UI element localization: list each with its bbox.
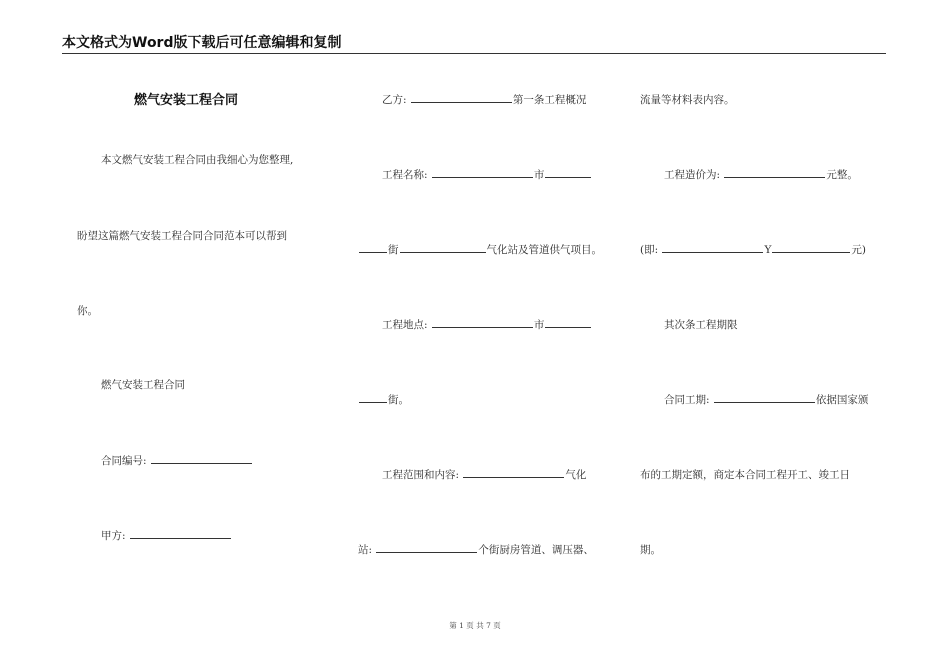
rmb-amount-blank: [772, 243, 850, 253]
materials-line: 流量等材料表内容。: [640, 94, 735, 106]
page-footer: [0, 621, 950, 631]
rmb-open: (即:: [640, 244, 659, 256]
header-text: 本文格式为Word版下载后可任意编辑和复制: [62, 35, 342, 51]
station-label: 站:: [358, 544, 373, 556]
cost-label: 工程造价为:: [664, 169, 721, 181]
location-label: 工程地点:: [382, 319, 428, 331]
article-2-heading: 其次条工程期限: [664, 319, 738, 331]
cost-blank: [724, 168, 825, 178]
article-1-heading: 第一条工程概况: [512, 94, 587, 106]
according-text: 依据国家颁: [815, 394, 869, 406]
page-number: 第 1 页 共 7 页: [449, 621, 501, 630]
station-name-blank: [400, 243, 486, 253]
party-a-blank: [130, 529, 231, 539]
intro-line-1: 本文燃气安装工程合同由我细心为您整理,: [101, 154, 294, 166]
street-blank: [359, 243, 387, 253]
scope-blank: [463, 468, 564, 478]
cost-row: [664, 168, 858, 182]
party-b-row: [382, 93, 586, 107]
city-label: 市: [533, 169, 545, 181]
duration-row: [664, 393, 868, 407]
project-name-label: 工程名称:: [382, 169, 428, 181]
street-end-text: 街。: [388, 394, 409, 406]
norm-line: 布的工期定额，商定本合同工程开工、竣工日: [640, 469, 850, 481]
intro-line-2: 盼望这篇燃气安装工程合同合同范本可以帮到: [77, 230, 287, 242]
project-name-row: [382, 168, 592, 182]
period-end-line: 期。: [640, 544, 661, 556]
location-blank: [432, 318, 533, 328]
yuan-close: 元): [851, 244, 867, 256]
yuan-full-text: 元整。: [826, 169, 858, 181]
contract-number-row: [101, 454, 253, 468]
yen-symbol: Y: [764, 244, 772, 256]
document-header: [62, 34, 886, 54]
station-blank: [376, 543, 477, 553]
party-b-label: 乙方:: [382, 94, 407, 106]
contract-number-label: 合同编号:: [101, 455, 147, 467]
location-city-blank: [545, 318, 591, 328]
location-city-label: 市: [533, 319, 545, 331]
gasify-text: 气化: [565, 469, 587, 481]
document-title: 燃气安装工程合同: [134, 93, 239, 108]
party-b-blank: [411, 93, 512, 103]
location-row: [382, 318, 592, 332]
street-end-row: [358, 393, 409, 407]
party-a-label: 甲方:: [101, 530, 126, 542]
intro-line-3: 你。: [77, 305, 98, 317]
project-name-blank: [432, 168, 533, 178]
party-a-row: [101, 529, 232, 543]
street-row: [358, 243, 602, 257]
gas-station-text: 气化站及管道供气项目。: [486, 244, 602, 256]
street-label: 街: [388, 244, 399, 256]
duration-blank: [714, 393, 815, 403]
rmb-upper-blank: [662, 243, 763, 253]
rmb-row: [640, 243, 866, 257]
location-street-blank: [359, 393, 387, 403]
station-row: [358, 543, 594, 557]
contract-subtitle: 燃气安装工程合同: [101, 379, 185, 391]
duration-label: 合同工期:: [664, 394, 710, 406]
scope-row: [382, 468, 586, 482]
scope-label: 工程范围和内容:: [382, 469, 460, 481]
scope-items-text: 个街厨房管道、调压器、: [478, 544, 594, 556]
city-blank: [545, 168, 591, 178]
contract-number-blank: [151, 454, 252, 464]
